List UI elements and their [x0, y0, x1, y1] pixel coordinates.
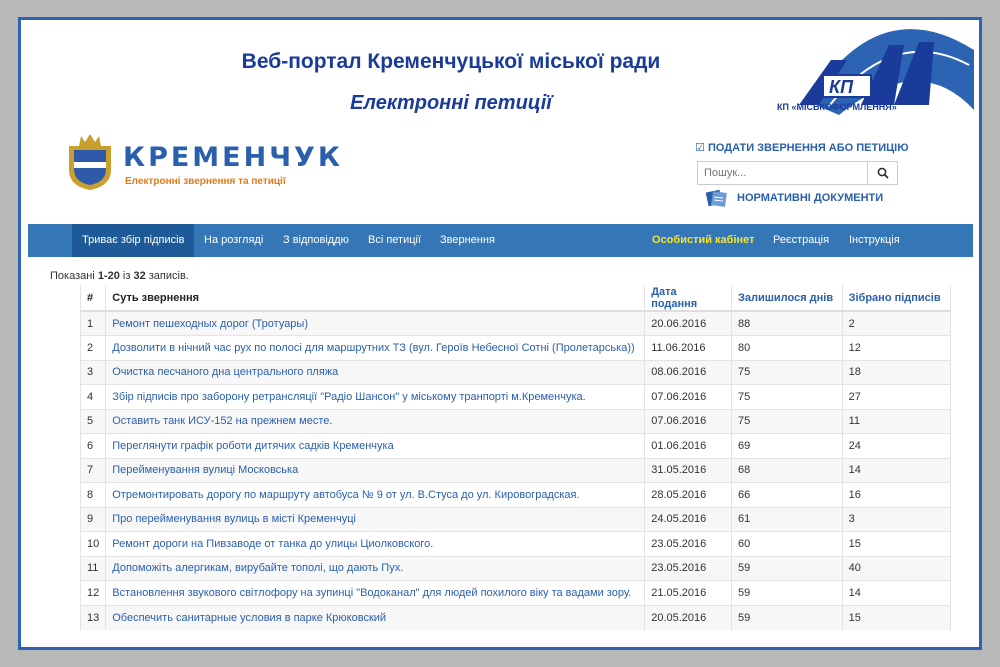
submission-date: 21.05.2016	[645, 581, 732, 606]
signatures-count: 11	[842, 409, 950, 434]
submission-date: 11.06.2016	[645, 336, 732, 361]
table-row[interactable]	[81, 311, 951, 336]
days-remaining: 66	[731, 483, 842, 508]
petition-title-link[interactable]: Очистка песчаного дна центрального пляжа	[106, 360, 645, 385]
signatures-count: 16	[842, 483, 950, 508]
edit-square-icon: ☑	[695, 142, 705, 154]
signatures-count: 15	[842, 605, 950, 630]
search-form	[697, 161, 898, 185]
table-row[interactable]	[81, 483, 951, 508]
days-remaining: 75	[731, 385, 842, 410]
row-number: 8	[81, 483, 106, 508]
col-signatures[interactable]: Зібрано підписів	[842, 285, 950, 311]
table-header-row	[81, 285, 951, 311]
documents-icon	[705, 188, 729, 208]
nav-collecting-signatures[interactable]: Триває збір підписів	[72, 224, 194, 257]
submit-petition-label: ПОДАТИ ЗВЕРНЕННЯ АБО ПЕТИЦІЮ	[707, 142, 909, 154]
submission-date: 31.05.2016	[645, 458, 732, 483]
days-remaining: 80	[731, 336, 842, 361]
signatures-count: 3	[842, 507, 950, 532]
nav-under-review[interactable]: На розгляді	[204, 234, 264, 246]
regulatory-docs-link[interactable]	[705, 188, 883, 208]
submission-date: 07.06.2016	[645, 385, 732, 410]
petition-title-link[interactable]: Дозволити в нічний час рух по полосі для маршрутних ТЗ (вул. Героїв Небесної Сотні (Пролетарська))	[106, 336, 645, 361]
submission-date: 23.05.2016	[645, 556, 732, 581]
table-row[interactable]	[81, 556, 951, 581]
signatures-count: 27	[842, 385, 950, 410]
submission-date: 08.06.2016	[645, 360, 732, 385]
days-remaining: 60	[731, 532, 842, 557]
row-number: 11	[81, 556, 106, 581]
portal-subtitle: Електронні петиції	[350, 92, 552, 114]
petition-title-link[interactable]: Оставить танк ИСУ-152 на прежнем месте.	[106, 409, 645, 434]
signatures-count: 12	[842, 336, 950, 361]
city-coat-of-arms-icon[interactable]	[65, 132, 115, 192]
days-remaining: 61	[731, 507, 842, 532]
submission-date: 28.05.2016	[645, 483, 732, 508]
nav-instruction[interactable]: Інструкція	[849, 234, 900, 246]
search-input[interactable]	[698, 162, 867, 184]
submission-date: 23.05.2016	[645, 532, 732, 557]
signatures-count: 40	[842, 556, 950, 581]
row-number: 1	[81, 311, 106, 336]
portal-title: Веб-портал Кременчуцької міської ради	[241, 50, 661, 73]
submission-date: 07.06.2016	[645, 409, 732, 434]
nav-personal-cabinet[interactable]: Особистий кабінет	[652, 234, 755, 246]
petition-title-link[interactable]: Ремонт пешеходных дорог (Тротуары)	[106, 311, 645, 336]
row-number: 5	[81, 409, 106, 434]
petition-title-link[interactable]: Отремонтировать дорогу по маршруту автобуса № 9 от ул. В.Стуса до ул. Кировоградская.	[106, 483, 645, 508]
petition-title-link[interactable]: Обеспечить санитарные условия в парке Крюковский	[106, 605, 645, 630]
row-number: 9	[81, 507, 106, 532]
col-date[interactable]: Дата подання	[645, 285, 732, 311]
table-row[interactable]	[81, 360, 951, 385]
nav-answered[interactable]: З відповіддю	[283, 234, 349, 246]
days-remaining: 59	[731, 556, 842, 581]
col-subject: Суть звернення	[106, 285, 645, 311]
table-row[interactable]	[81, 458, 951, 483]
row-number: 10	[81, 532, 106, 557]
search-icon	[877, 167, 889, 179]
table-row[interactable]	[81, 409, 951, 434]
row-number: 13	[81, 605, 106, 630]
days-remaining: 75	[731, 360, 842, 385]
row-number: 6	[81, 434, 106, 459]
petition-title-link[interactable]: Про перейменування вулиць в місті Кременчуці	[106, 507, 645, 532]
regulatory-docs-label: НОРМАТИВНІ ДОКУМЕНТИ	[737, 192, 884, 204]
petition-title-link[interactable]: Переглянути графік роботи дитячих садків Кременчука	[106, 434, 645, 459]
days-remaining: 75	[731, 409, 842, 434]
page-frame	[18, 17, 982, 650]
signatures-count: 24	[842, 434, 950, 459]
signatures-count: 15	[842, 532, 950, 557]
nav-all-petitions[interactable]: Всі петиції	[368, 234, 422, 246]
col-number: #	[81, 285, 106, 311]
petition-title-link[interactable]: Збір підписів про заборону ретрансляції "Радіо Шансон" у міському транпорті м.Кременчука.	[106, 385, 645, 410]
petition-title-link[interactable]: Встановлення звукового світлофору на зупинці "Водоканал" для людей похилого віку та вадами зору.	[106, 581, 645, 606]
table-row[interactable]	[81, 507, 951, 532]
col-days-left[interactable]: Залишилося днів	[731, 285, 842, 311]
row-number: 4	[81, 385, 106, 410]
days-remaining: 68	[731, 458, 842, 483]
table-row[interactable]	[81, 385, 951, 410]
table-row[interactable]	[81, 336, 951, 361]
petition-title-link[interactable]: Перейменування вулиці Московська	[106, 458, 645, 483]
signatures-count: 14	[842, 458, 950, 483]
kp-caption: КП «МІСЬКОФОРМЛЕННЯ»	[777, 102, 897, 112]
submission-date: 24.05.2016	[645, 507, 732, 532]
days-remaining: 69	[731, 434, 842, 459]
submission-date: 20.05.2016	[645, 605, 732, 630]
submission-date: 01.06.2016	[645, 434, 732, 459]
signatures-count: 14	[842, 581, 950, 606]
petition-title-link[interactable]: Ремонт дороги на Пивзаводе от танка до улицы Циолковского.	[106, 532, 645, 557]
row-number: 7	[81, 458, 106, 483]
table-row[interactable]	[81, 434, 951, 459]
petitions-table	[80, 285, 951, 630]
table-row[interactable]	[81, 581, 951, 606]
row-number: 2	[81, 336, 106, 361]
main-navbar	[28, 224, 973, 257]
city-subtitle: Електронні звернення та петиції	[125, 176, 286, 187]
records-summary: Показані 1-20 із 32 записів.	[50, 270, 189, 282]
days-remaining: 88	[731, 311, 842, 336]
table-row[interactable]	[81, 532, 951, 557]
days-remaining: 59	[731, 581, 842, 606]
search-button[interactable]	[867, 162, 897, 184]
nav-registration[interactable]: Реєстрація	[773, 234, 830, 246]
submit-petition-link[interactable]	[695, 141, 909, 154]
city-name[interactable]: КРЕМЕНЧУК	[123, 142, 343, 173]
table-row[interactable]	[81, 605, 951, 630]
nav-appeals[interactable]: Звернення	[440, 234, 495, 246]
signatures-count: 2	[842, 311, 950, 336]
petition-title-link[interactable]: Допоможіть алергикам, вирубайте тополі, що дають Пух.	[106, 556, 645, 581]
signatures-count: 18	[842, 360, 950, 385]
submission-date: 20.06.2016	[645, 311, 732, 336]
kp-logo-text: КП	[829, 77, 854, 97]
row-number: 12	[81, 581, 106, 606]
row-number: 3	[81, 360, 106, 385]
days-remaining: 59	[731, 605, 842, 630]
